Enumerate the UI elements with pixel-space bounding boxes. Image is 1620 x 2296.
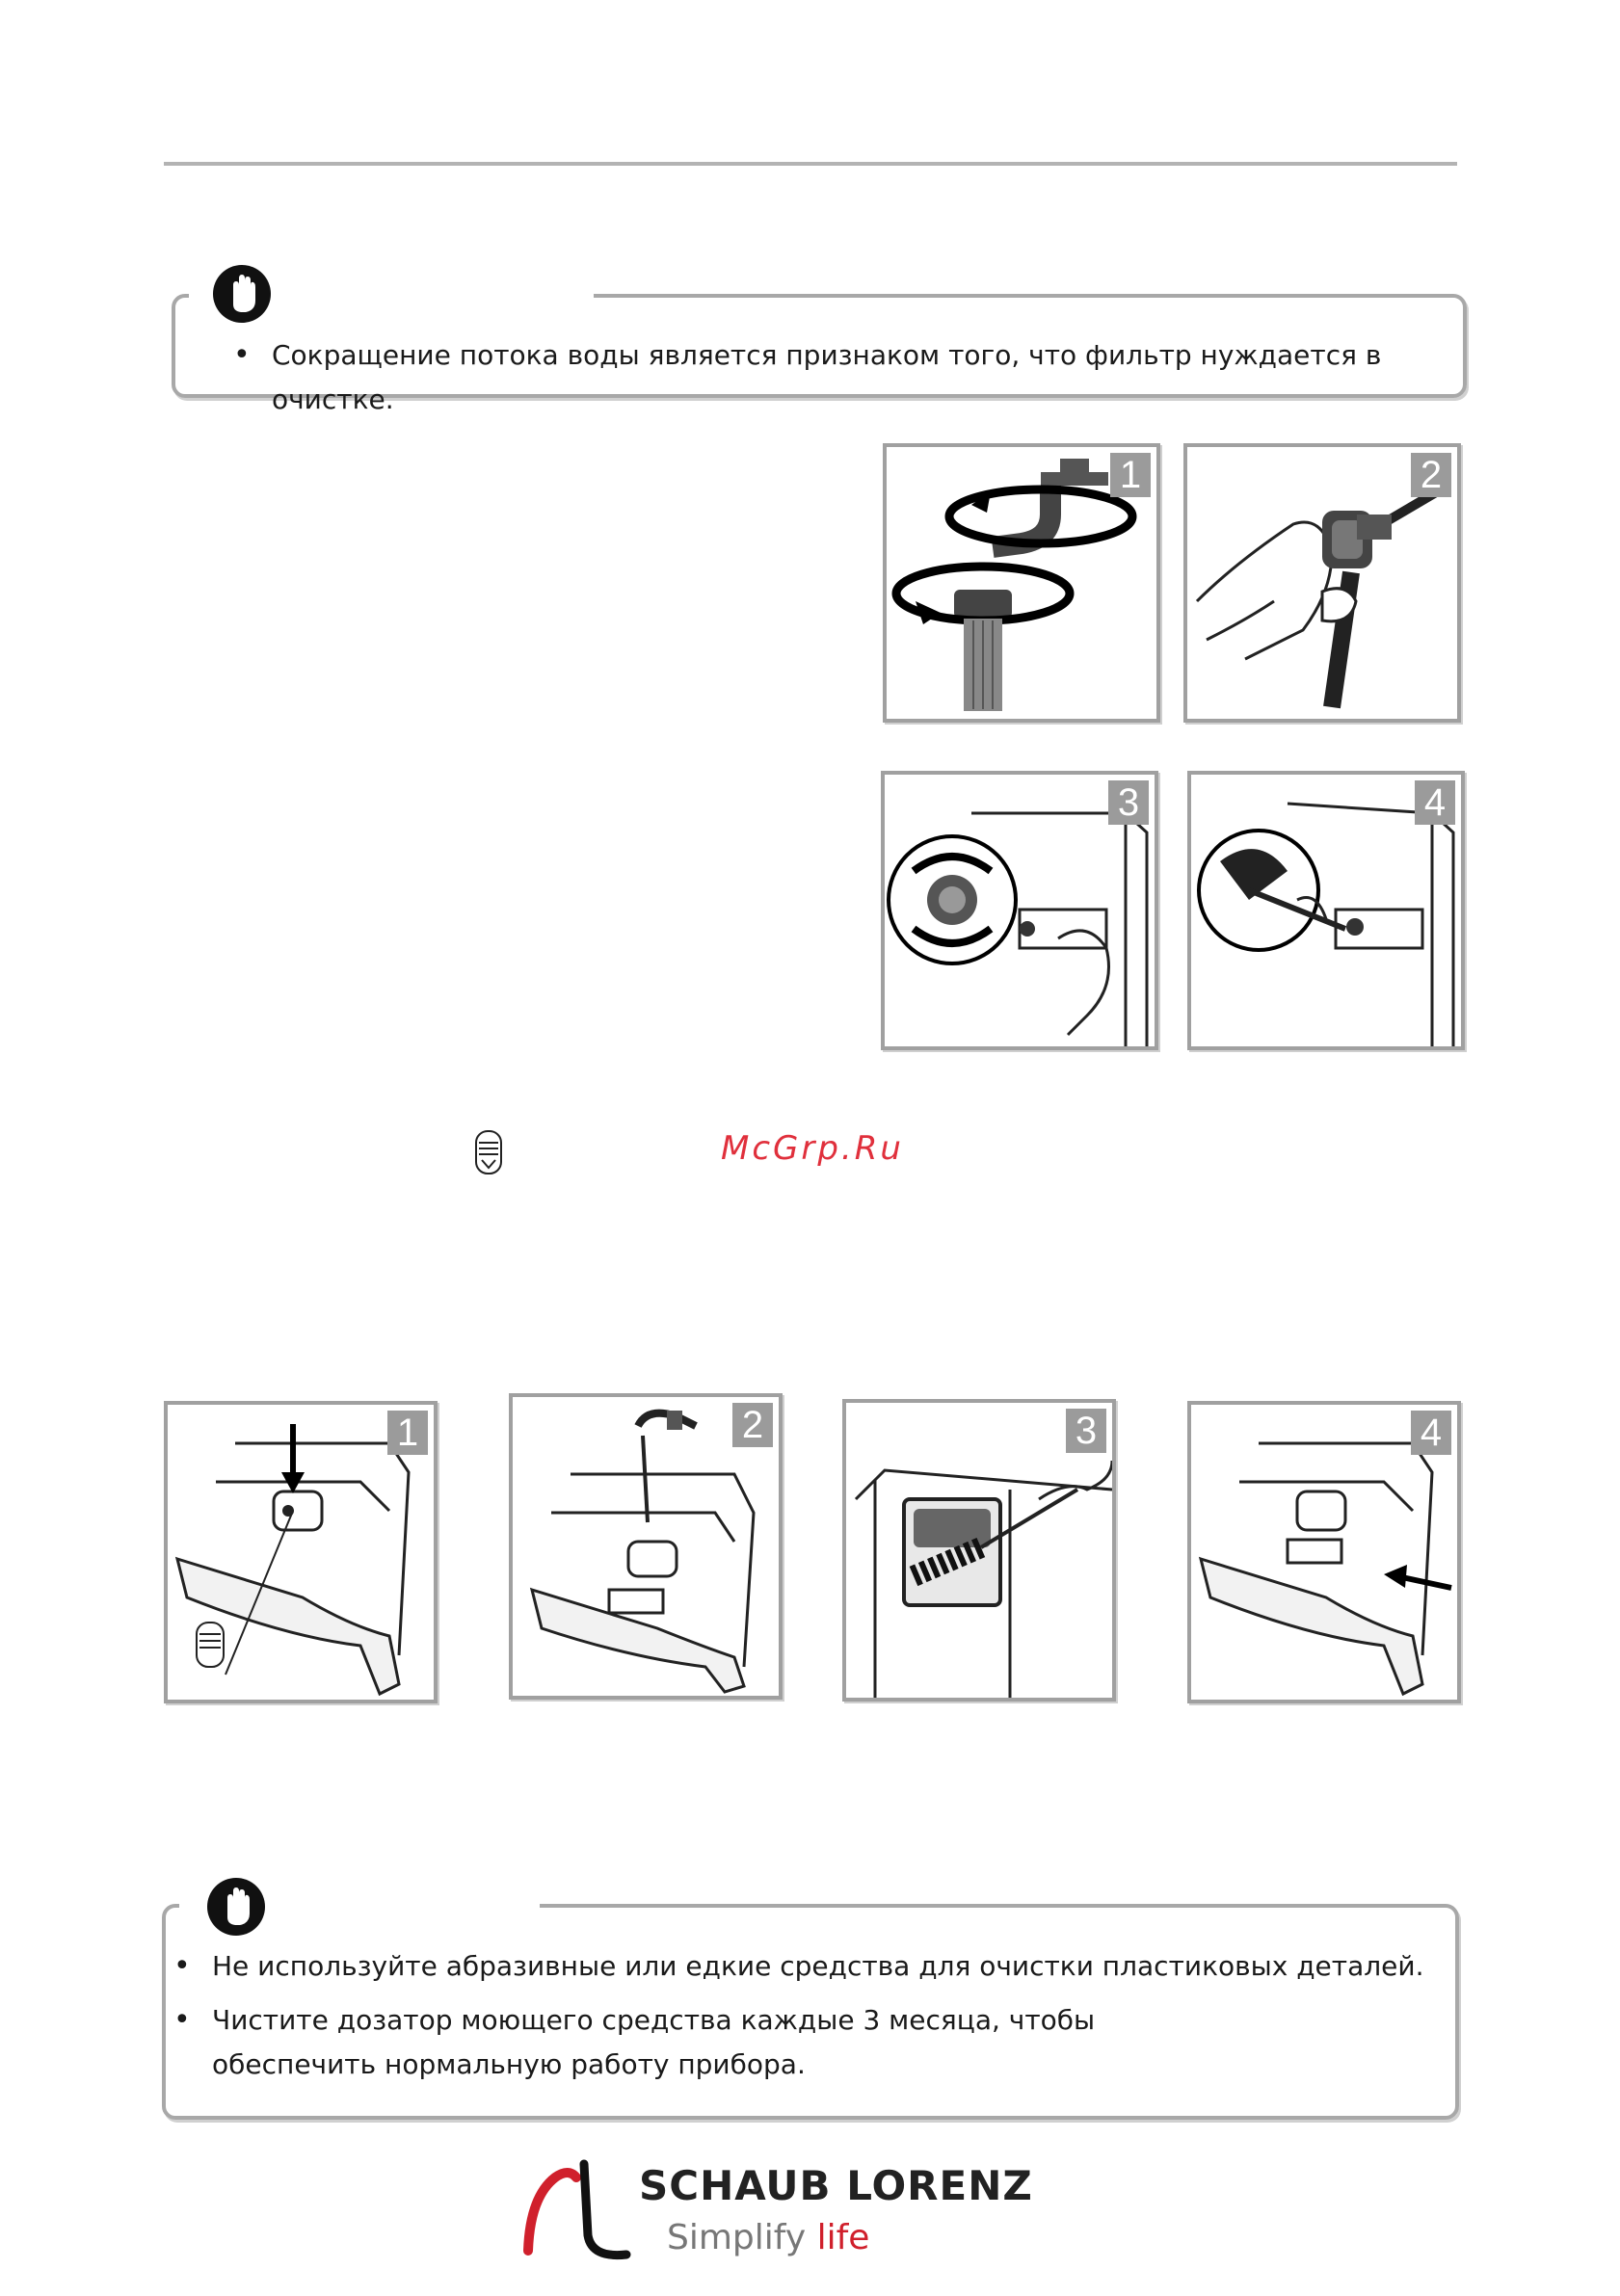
brand-name: SCHAUB LORENZ	[639, 2162, 1033, 2209]
warning-item: • Сокращение потока воды является признаком того, что фильтр нуждается в очистке.	[229, 333, 1434, 422]
step-number-badge: 1	[387, 1411, 428, 1455]
dispenser-cap-icon	[474, 1129, 503, 1175]
top-warning-text	[229, 333, 1434, 422]
dispenser-step-4-illustration	[1187, 1401, 1461, 1703]
dispenser-step-1-illustration	[164, 1401, 438, 1703]
stop-hand-icon	[212, 262, 272, 326]
filter-step-1-illustration	[883, 443, 1160, 723]
filter-step-3-illustration	[881, 771, 1158, 1050]
step-number-badge: 2	[1411, 453, 1451, 497]
step-number-badge: 4	[1411, 1411, 1451, 1455]
step-number-badge: 2	[732, 1403, 773, 1447]
top-rule	[164, 162, 1457, 166]
filter-step-4-illustration	[1187, 771, 1465, 1050]
brand-tagline: Simplify life	[667, 2218, 870, 2257]
dispenser-step-3-illustration	[842, 1399, 1116, 1702]
brand-logo	[520, 2158, 1060, 2293]
warning-item: • Чистите дозатор моющего средства каждые 3 месяца, чтобы обеспечить нормальную работу прибора.	[170, 1998, 1253, 2087]
bottom-warning-text	[170, 1944, 1451, 2087]
watermark: McGrp.Ru	[721, 1129, 904, 1168]
filter-step-2-illustration	[1183, 443, 1461, 723]
step-number-badge: 3	[1108, 780, 1149, 825]
step-number-badge: 3	[1066, 1409, 1106, 1453]
dispenser-step-2-illustration	[509, 1393, 783, 1700]
stop-hand-icon	[206, 1875, 266, 1939]
warning-item: • Не используйте абразивные или едкие средства для очистки пластиковых деталей.	[170, 1944, 1451, 1989]
brand-mark-icon	[520, 2158, 636, 2274]
step-number-badge: 1	[1110, 453, 1151, 497]
step-number-badge: 4	[1415, 780, 1455, 825]
